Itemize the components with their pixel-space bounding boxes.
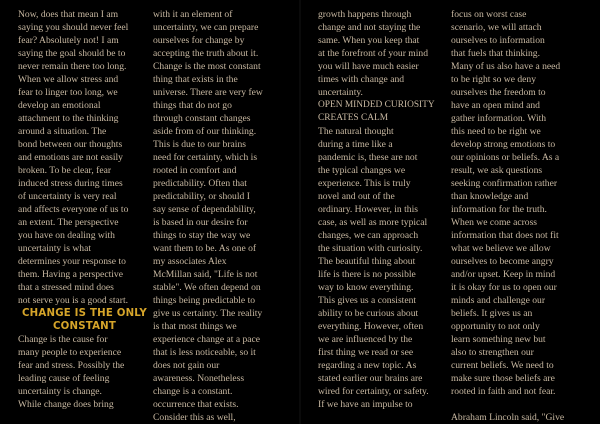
body-paragraph: focus on worst case scenario, we will attach ourselves to information that fuels that thinking. Many of us also have a need to be right so we deny ourselves the freedom to have an open mind and gather information. With this need to be right we develop strong emotions to our opinions or beliefs. As a result, we ask questions seeking confirmation rather than knowledge and information for the truth. When we come across information that does not fit what we believe we allow ourselves to become angry and/or upset. Keep in mind it is okay for us to open our minds and challenge our beliefs. It gives us an opportunity to not only learn something new but also to strengthen our current beliefs. We need to make sure those beliefs are rooted in faith and not fear. xyxy=(451,9,561,397)
body-paragraph: Change is the cause for many people to experience fear and stress. Possibly the leading cause of feeling uncertainty is change. While change does bring xyxy=(18,334,125,410)
page-spine xyxy=(299,0,301,424)
right-page-column-2 xyxy=(451,8,589,424)
body-paragraph: Abraham Lincoln said, "Give xyxy=(451,412,565,423)
body-paragraph: Now, does that mean I am saying you should never feel fear? Absolutely not! I am saying the goal should be to never remain there too long. When we allow stress and fear to linger too long, we develop an emotional attachment to the thinking around a situation. The bond between our thoughts and emotions are not easily broken. To be clear, fear induced stress during times of uncertainty is very real and affects everyone of us to an extent. The perspective you have on dealing with uncertainty is what determines your response to them. Having a perspective that a stressed mind does not serve you is a good start. xyxy=(18,9,129,306)
section-heading-change: CHANGE IS THE ONLY CONSTANT xyxy=(21,308,147,332)
left-page-column-2 xyxy=(153,8,293,424)
right-page-column-1 xyxy=(318,8,448,411)
body-paragraph: The natural thought during a time like a pandemic is, these are not the typical changes we experience. This is truly novel and out of the ordinary. However, in this case, as well as more typical changes, we can approach the situation with curiosity. The beautiful thing about life is there is no possible way to know everything. This gives us a consistent ability to be curious about everything. However, often we are influenced by the first thing we read or see regarding a new topic. As stated earlier our brains are wired for certainty, or safety. If we have an impulse to xyxy=(318,126,429,410)
left-page-column-1 xyxy=(18,8,151,411)
body-paragraph: growth happens through change and not staying the same. When you keep that at the forefront of your mind you will have much easier times with change and uncertainty. xyxy=(318,9,429,98)
body-paragraph: with it an element of uncertainty, we can prepare ourselves for change by accepting the truth about it. Change is the most constant thing that exists in the universe. There are very few things that do not go through constant changes aside from of our thinking. This is due to our brains need for certainty, which is rooted in comfort and predictability. Often that predictability, or should I say sense of dependability, is based in our desire for things to stay the way we want them to be. As one of my associates Alex McMillan said, "Life is not stable". We often depend on things being predictable to give us certainty. The reality is that most things we experience change at a pace that is less noticeable, so it does not gain our awareness. Nonetheless change is a constant. occurrence that exists. Consider this as well, xyxy=(153,9,263,423)
section-subheading-curiosity: OPEN MINDED CURIOSITY CREATES CALM xyxy=(318,100,435,123)
